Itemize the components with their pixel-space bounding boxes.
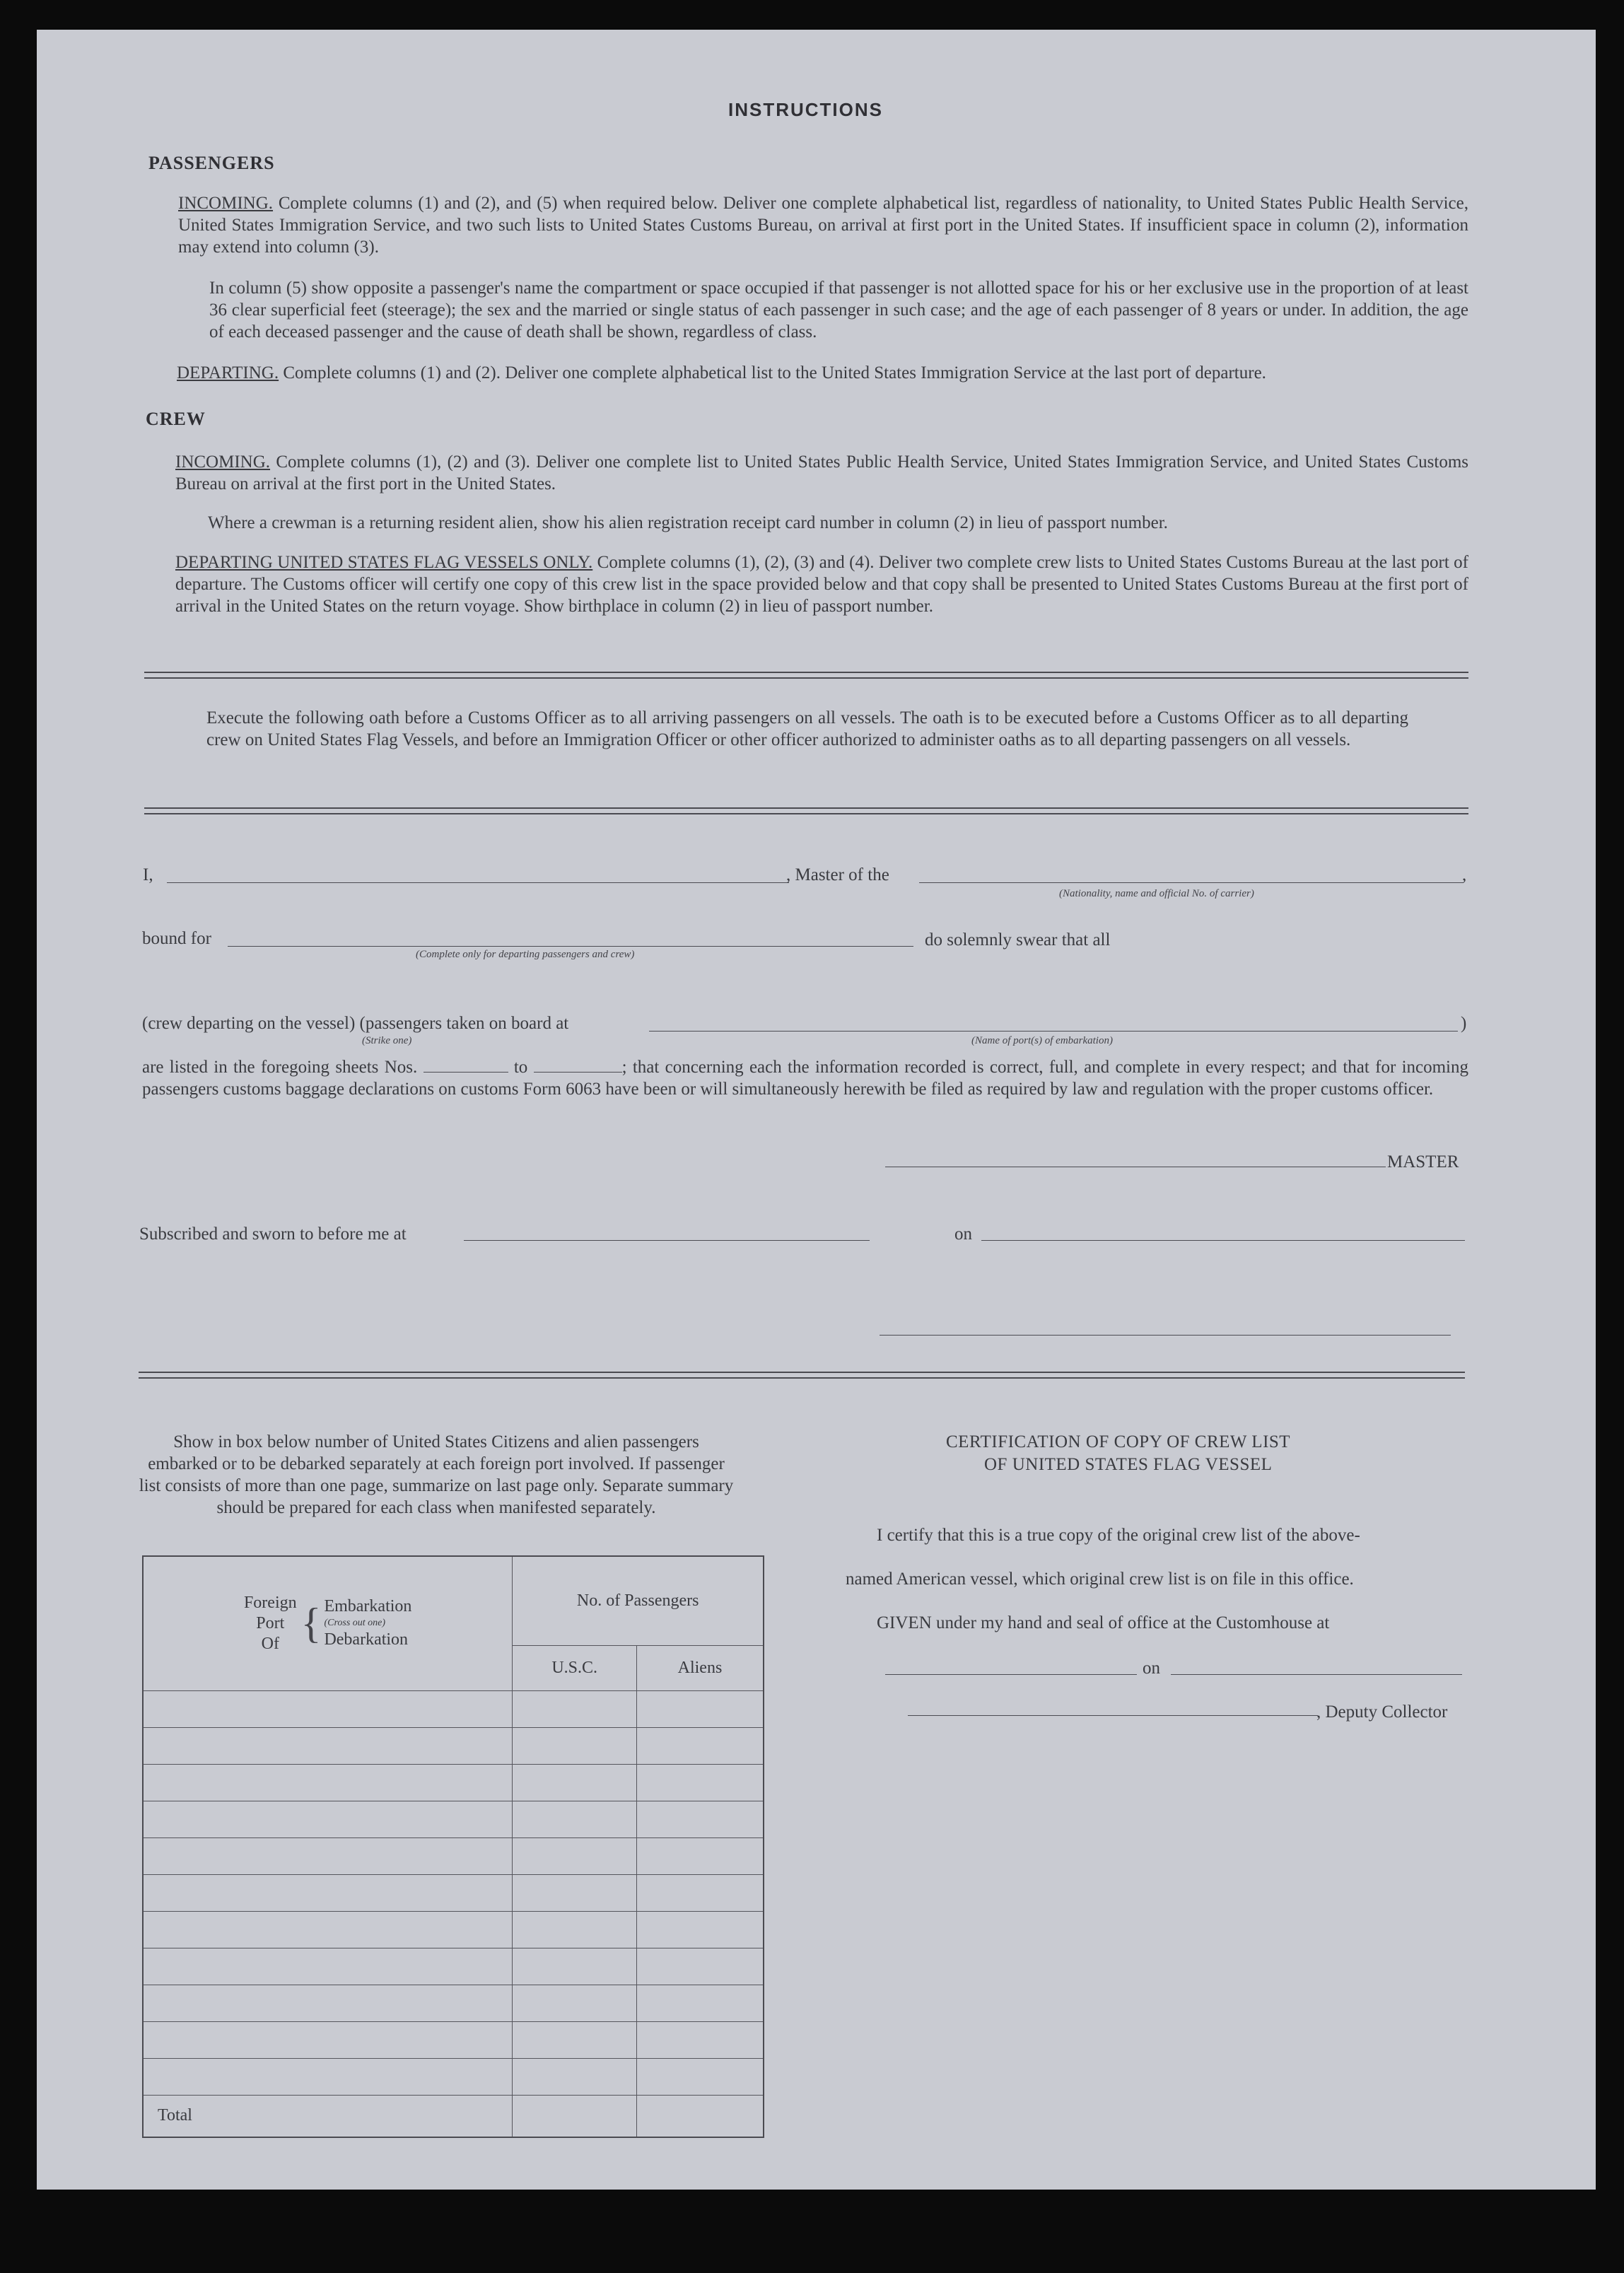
crew-departing-label: DEPARTING UNITED STATES FLAG VESSELS ONLY.	[175, 553, 593, 572]
passenger-rows	[143, 1690, 764, 2095]
port-cell[interactable]	[143, 1911, 513, 1948]
divider-3	[139, 1372, 1465, 1379]
given-line: GIVEN under my hand and seal of office at the Customhouse at	[877, 1613, 1330, 1632]
oath-instruction-paragraph: Execute the following oath before a Customs Officer as to all arriving passengers on all vessels. The oath is to be executed before a Customs Officer as to all departing crew on United States Flag Vessels, and before an Immigration Officer or other officer authorized to administer oaths as to all departing passengers on all vessels.	[206, 708, 1408, 749]
usc-cell[interactable]	[513, 1727, 637, 1764]
table-row	[143, 1874, 764, 1911]
table-row	[143, 1727, 764, 1764]
aliens-cell[interactable]	[636, 1764, 764, 1801]
deputy-signature-field[interactable]	[908, 1715, 1318, 1716]
certify-line-2: named American vessel, which original crew list is on file in this office.	[846, 1570, 1354, 1589]
port-cell[interactable]	[143, 2058, 513, 2095]
port-cell[interactable]	[143, 1690, 513, 1727]
crew-departing-text: Complete columns (1), (2), (3) and (4). Deliver two complete crew lists to United States Customs Bureau at the last port of departure. The Customs officer will certify one copy of this crew list in the space provided below and that copy shall be presented to United States Customs Bureau at the first port of arrival in the United States on the return voyage. Show birthplace in column (2) in lieu of passport number.	[175, 553, 1469, 616]
table-row	[143, 1690, 764, 1727]
aliens-cell[interactable]	[636, 1837, 764, 1874]
carrier-field[interactable]	[919, 882, 1464, 883]
bound-for-caption: (Complete only for departing passengers and crew)	[416, 949, 635, 960]
aliens-cell[interactable]	[636, 1985, 764, 2021]
port-cell[interactable]	[143, 1837, 513, 1874]
aliens-cell[interactable]	[636, 1874, 764, 1911]
table-row	[143, 1911, 764, 1948]
bound-for-label: bound for	[142, 929, 211, 948]
officer-signature-field[interactable]	[880, 1335, 1451, 1336]
usc-cell[interactable]	[513, 1874, 637, 1911]
certify-line-1: I certify that this is a true copy of the original crew list of the above-	[877, 1526, 1360, 1545]
listed-paragraph	[142, 1056, 1468, 1100]
to-label: to	[513, 1058, 528, 1077]
passengers-departing-paragraph	[177, 362, 1471, 384]
passengers-departing-label: DEPARTING.	[177, 363, 279, 382]
sheet-to-field[interactable]	[534, 1056, 622, 1073]
table-row	[143, 1837, 764, 1874]
usc-cell[interactable]	[513, 1911, 637, 1948]
listed-prefix: are listed in the foregoing sheets Nos.	[142, 1058, 418, 1077]
usc-cell[interactable]	[513, 1985, 637, 2021]
table-row	[143, 1948, 764, 1985]
deputy-collector-label: , Deputy Collector	[1316, 1702, 1448, 1722]
total-aliens-cell[interactable]	[636, 2095, 764, 2137]
table-row	[143, 2021, 764, 2058]
port-caption: (Name of port(s) of embarkation)	[971, 1035, 1113, 1046]
aliens-cell[interactable]	[636, 1727, 764, 1764]
col-port: Port	[256, 1613, 285, 1632]
passengers-incoming-label: INCOMING.	[178, 194, 274, 213]
port-cell[interactable]	[143, 2021, 513, 2058]
aliens-cell[interactable]	[636, 2021, 764, 2058]
usc-cell[interactable]	[513, 1837, 637, 1874]
bound-for-field[interactable]	[228, 946, 913, 947]
usc-cell[interactable]	[513, 1764, 637, 1801]
port-cell[interactable]	[143, 1948, 513, 1985]
strike-one-caption: (Strike one)	[362, 1035, 412, 1046]
aliens-header-cell: Aliens	[636, 1645, 764, 1690]
master-label: MASTER	[1387, 1152, 1459, 1171]
page-title: INSTRUCTIONS	[728, 99, 883, 120]
divider-1	[144, 672, 1468, 679]
subscribed-place-field[interactable]	[464, 1240, 870, 1241]
subscribed-date-field[interactable]	[981, 1240, 1465, 1241]
certification-title-2: OF UNITED STATES FLAG VESSEL	[984, 1455, 1273, 1474]
usc-cell[interactable]	[513, 1948, 637, 1985]
listed-text: ; that concerning each the information recorded is correct, full, and complete in every respect; and that for incoming passengers customs baggage declarations on customs Form 6063 have been or will simultaneously herewith be filed as required by law and regulation with the proper customs officer.	[142, 1058, 1469, 1099]
port-cell[interactable]	[143, 1764, 513, 1801]
col-of: Of	[261, 1634, 279, 1653]
usc-header-cell: U.S.C.	[513, 1645, 637, 1690]
port-cell[interactable]	[143, 1801, 513, 1837]
carrier-comma: ,	[1462, 865, 1467, 884]
passengers-departing-text: Complete columns (1) and (2). Deliver one complete alphabetical list to the United States Immigration Service at the last port of departure.	[283, 363, 1266, 382]
swear-label: do solemnly swear that all	[925, 930, 1111, 949]
crew-departing-label: (crew departing on the vessel) (passengers taken on board at	[142, 1014, 569, 1033]
brace-icon: {	[300, 1600, 322, 1647]
customhouse-place-field[interactable]	[885, 1674, 1137, 1675]
col-debarkation: Debarkation	[324, 1630, 409, 1649]
passengers-header-cell: No. of Passengers	[513, 1556, 764, 1645]
total-label: Total	[143, 2095, 513, 2137]
col-cross-out: (Cross out one)	[324, 1618, 386, 1629]
table-row	[143, 2058, 764, 2095]
col-foreign: Foreign	[243, 1593, 297, 1612]
divider-2	[144, 807, 1468, 814]
usc-cell[interactable]	[513, 2021, 637, 2058]
crew-departing-paragraph	[175, 551, 1468, 617]
subscribed-on-label: on	[954, 1225, 972, 1244]
port-cell[interactable]	[143, 1727, 513, 1764]
passengers-column5-paragraph: In column (5) show opposite a passenger's name the compartment or space occupied if that passenger is not allotted space for his or her exclusive use in the proportion of at least 36 clear superficial feet (steerage); the sex and the married or single status of each passenger in such case; and the age of each passenger of 8 years or under. In addition, the age of each deceased passenger and the cause of death shall be shown, regardless of class.	[209, 279, 1468, 341]
master-name-field[interactable]	[167, 882, 789, 883]
port-cell[interactable]	[143, 1874, 513, 1911]
port-cell[interactable]	[143, 1985, 513, 2021]
certification-date-field[interactable]	[1171, 1674, 1462, 1675]
crew-incoming-label: INCOMING.	[175, 452, 271, 472]
crew-resident-alien-text: Where a crewman is a returning resident alien, show his alien registration receipt card number in column (2) in lieu of passport number.	[208, 513, 1168, 532]
passengers-incoming-paragraph	[178, 192, 1468, 258]
total-usc-cell[interactable]	[513, 2095, 637, 2137]
table-row	[143, 1764, 764, 1801]
summary-note: Show in box below number of United States Citizens and alien passengers embarked or to be debarked separately at each foreign port involved. If passenger list consists of more than one page, summarize on last page only. Separate summary should be prepared for each class when manifested separately.	[139, 1432, 734, 1517]
table-row	[143, 1985, 764, 2021]
usc-cell[interactable]	[513, 1690, 637, 1727]
carrier-caption: (Nationality, name and official No. of carrier)	[1059, 888, 1254, 899]
passengers-heading: PASSENGERS	[148, 153, 275, 173]
certification-on-label: on	[1143, 1659, 1160, 1678]
table-row	[143, 1801, 764, 1837]
aliens-cell[interactable]	[636, 1801, 764, 1837]
aliens-cell[interactable]	[636, 1911, 764, 1948]
usc-cell[interactable]	[513, 2058, 637, 2095]
crew-heading: CREW	[146, 409, 206, 429]
certification-title-1: CERTIFICATION OF COPY OF CREW LIST	[946, 1432, 1291, 1451]
close-paren: )	[1461, 1014, 1467, 1033]
aliens-cell[interactable]	[636, 1948, 764, 1985]
crew-incoming-text: Complete columns (1), (2) and (3). Deliver one complete list to United States Public Health Service, United States Immigration Service, and United States Customs Bureau on arrival at the first port in the United States.	[175, 452, 1468, 493]
passengers-incoming-text: Complete columns (1) and (2), and (5) when required below. Deliver one complete alphabetical list, regardless of nationality, to United States Public Health Service, United States Immigration Service, and two such lists to United States Customs Bureau, on arrival at first port in the United States. If insufficient space in column (2), information may extend into column (3).	[178, 194, 1469, 257]
aliens-cell[interactable]	[636, 1690, 764, 1727]
usc-cell[interactable]	[513, 1801, 637, 1837]
col-embarkation: Embarkation	[324, 1597, 412, 1616]
subscribed-label: Subscribed and sworn to before me at	[139, 1225, 407, 1244]
port-header-cell	[143, 1556, 513, 1690]
master-of-label: , Master of the	[786, 865, 889, 884]
oath-i-label: I,	[143, 865, 153, 884]
passenger-summary-table	[142, 1555, 764, 2138]
crew-incoming-paragraph	[175, 451, 1468, 495]
embarkation-port-field[interactable]	[649, 1031, 1458, 1032]
aliens-cell[interactable]	[636, 2058, 764, 2095]
sheet-from-field[interactable]	[423, 1056, 508, 1073]
